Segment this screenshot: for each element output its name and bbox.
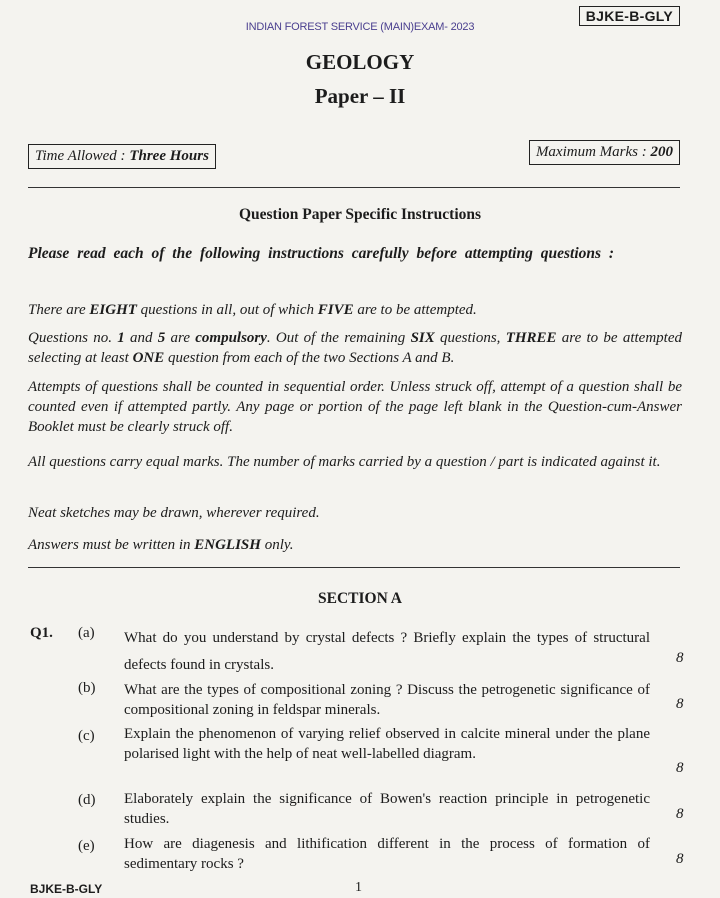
part-a-label: (a): [78, 625, 95, 641]
exam-title: INDIAN FOREST SERVICE (MAIN)EXAM- 2023: [245, 21, 475, 33]
time-allowed-box: [28, 144, 216, 169]
instruction-1: There are EIGHT questions in all, out of which FIVE are to be attempted.: [28, 302, 477, 318]
marks-value: 200: [650, 144, 673, 160]
part-c-text: Explain the phenomenon of varying relief observed in calcite mineral under the plane polarised light with the help of neat well-labelled diagram.: [124, 726, 650, 762]
part-b-marks: 8: [676, 696, 684, 712]
instruction-5: Neat sketches may be drawn, wherever required.: [28, 505, 320, 521]
maximum-marks-box: [529, 140, 680, 165]
part-d-marks: 8: [676, 806, 684, 822]
page-number: 1: [355, 880, 362, 895]
part-c-marks: 8: [676, 760, 684, 776]
paper-code-box: BJKE-B-GLY: [579, 6, 680, 26]
marks-label: Maximum Marks :: [535, 144, 651, 160]
divider: [28, 567, 680, 568]
part-a-text: What do you understand by crystal defects ? Briefly explain the types of structural defects found in crystals.: [124, 630, 650, 673]
read-carefully-note: Please read each of the following instructions carefully before attempting questions :: [28, 245, 615, 262]
part-a-marks: 8: [676, 650, 684, 666]
instruction-2: Questions no. 1 and 5 are compulsory. Out of the remaining SIX questions, THREE are to be attempted selecting at least ONE question from each of the two Sections A and B.: [28, 330, 682, 366]
section-heading: SECTION A: [318, 590, 402, 607]
paper-title: Paper – II: [314, 84, 406, 108]
instruction-6: Answers must be written in ENGLISH only.: [28, 537, 294, 553]
part-b-text: What are the types of compositional zoning ? Discuss the petrogenetic significance of compositional zoning in feldspar minerals.: [124, 682, 650, 718]
part-b-label: (b): [78, 680, 96, 696]
instruction-3: Attempts of questions shall be counted in sequential order. Unless struck off, attempt of a question shall be counted even if attempted partly. Any page or portion of the page left blank in the Question-cum-Answer Booklet must be clearly struck off.: [28, 379, 682, 435]
part-e-label: (e): [78, 838, 95, 854]
time-label: Time Allowed :: [35, 148, 130, 164]
divider: [28, 187, 680, 188]
subject-title: GEOLOGY: [305, 50, 415, 74]
instruction-4: All questions carry equal marks. The number of marks carried by a question / part is indicated against it.: [28, 454, 661, 470]
footer-paper-code: BJKE-B-GLY: [30, 882, 103, 896]
part-e-marks: 8: [676, 851, 684, 867]
part-c-label: (c): [78, 728, 95, 744]
part-e-text: How are diagenesis and lithification different in the process of formation of sedimentary rocks ?: [124, 836, 650, 872]
part-d-label: (d): [78, 792, 96, 808]
part-d-text: Elaborately explain the significance of Bowen's reaction principle in petrogenetic studies.: [124, 791, 650, 827]
instructions-title: Question Paper Specific Instructions: [238, 206, 482, 223]
time-value: Three Hours: [129, 148, 209, 164]
question-number: Q1.: [30, 625, 53, 641]
